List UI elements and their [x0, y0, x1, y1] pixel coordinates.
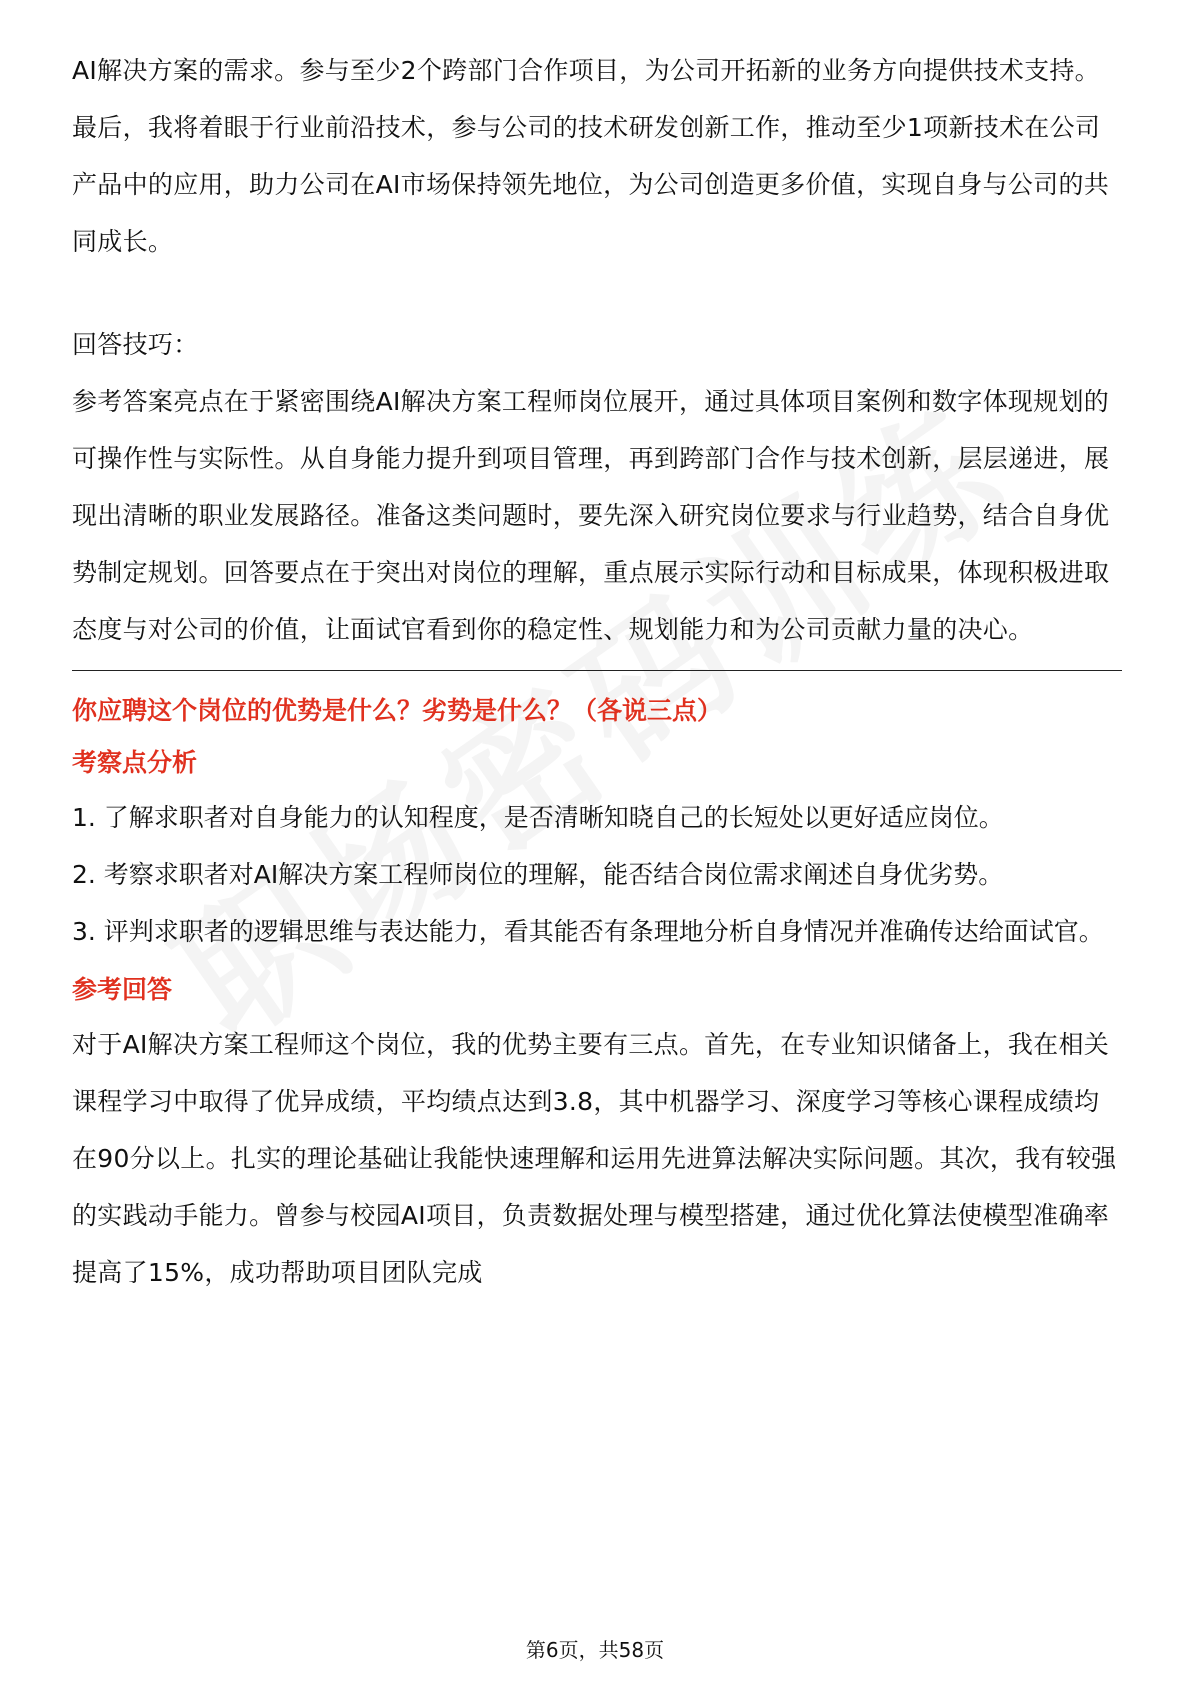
intro-paragraph: AI解决方案的需求。参与至少2个跨部门合作项目，为公司开拓新的业务方向提供技术支持。: [72, 56, 1100, 85]
analysis-heading: 考察点分析: [72, 748, 198, 777]
answer-heading: 参考回答: [72, 975, 173, 1004]
analysis-item: 3. 评判求职者的逻辑思维与表达能力，看其能否有条理地分析自身情况并准确传达给面试官。: [72, 917, 1104, 946]
page-number: 第6页，共58页: [525, 1638, 665, 1662]
question-title: 你应聘这个岗位的优势是什么？劣势是什么？（各说三点）: [72, 696, 723, 725]
tips-label: 回答技巧：: [72, 330, 199, 359]
analysis-item: 2. 考察求职者对AI解决方案工程师岗位的理解，能否结合岗位需求阐述自身优劣势。: [72, 860, 1004, 889]
intro-paragraph: 最后，我将着眼于行业前沿技术，参与公司的技术研发创新工作，推动至少1项新技术在公司产品中的应用，助力公司在AI市场保持领先地位，为公司创造更多价值，实现自身与公司的共同成长。: [72, 113, 1110, 256]
answer-text: 对于AI解决方案工程师这个岗位，我的优势主要有三点。首先，在专业知识储备上，我在相关课程学习中取得了优异成绩，平均绩点达到3.8，其中机器学习、深度学习等核心课程成绩均在90分以上。扎实的理论基础让我能快速理解和运用先进算法解决实际问题。其次，我有较强的实践动手能力。曾参与校园AI项目，负责数据处理与模型搭建，通过优化算法使模型准确率提高了15%，成功帮助项目团队完成: [72, 1030, 1117, 1287]
spacer: [72, 270, 1122, 316]
page-content: [72, 42, 1122, 1301]
tips-text: 参考答案亮点在于紧密围绕AI解决方案工程师岗位展开，通过具体项目案例和数字体现规划的可操作性与实际性。从自身能力提升到项目管理，再到跨部门合作与技术创新，层层递进，展现出清晰的职业发展路径。准备这类问题时，要先深入研究岗位要求与行业趋势，结合自身优势制定规划。回答要点在于突出对岗位的理解，重点展示实际行动和目标成果，体现积极进取态度与对公司的价值，让面试官看到你的稳定性、规划能力和为公司贡献力量的决心。: [72, 387, 1110, 644]
section-divider: [72, 670, 1122, 671]
analysis-item: 1. 了解求职者对自身能力的认知程度，是否清晰知晓自己的长短处以更好适应岗位。: [72, 803, 1004, 832]
